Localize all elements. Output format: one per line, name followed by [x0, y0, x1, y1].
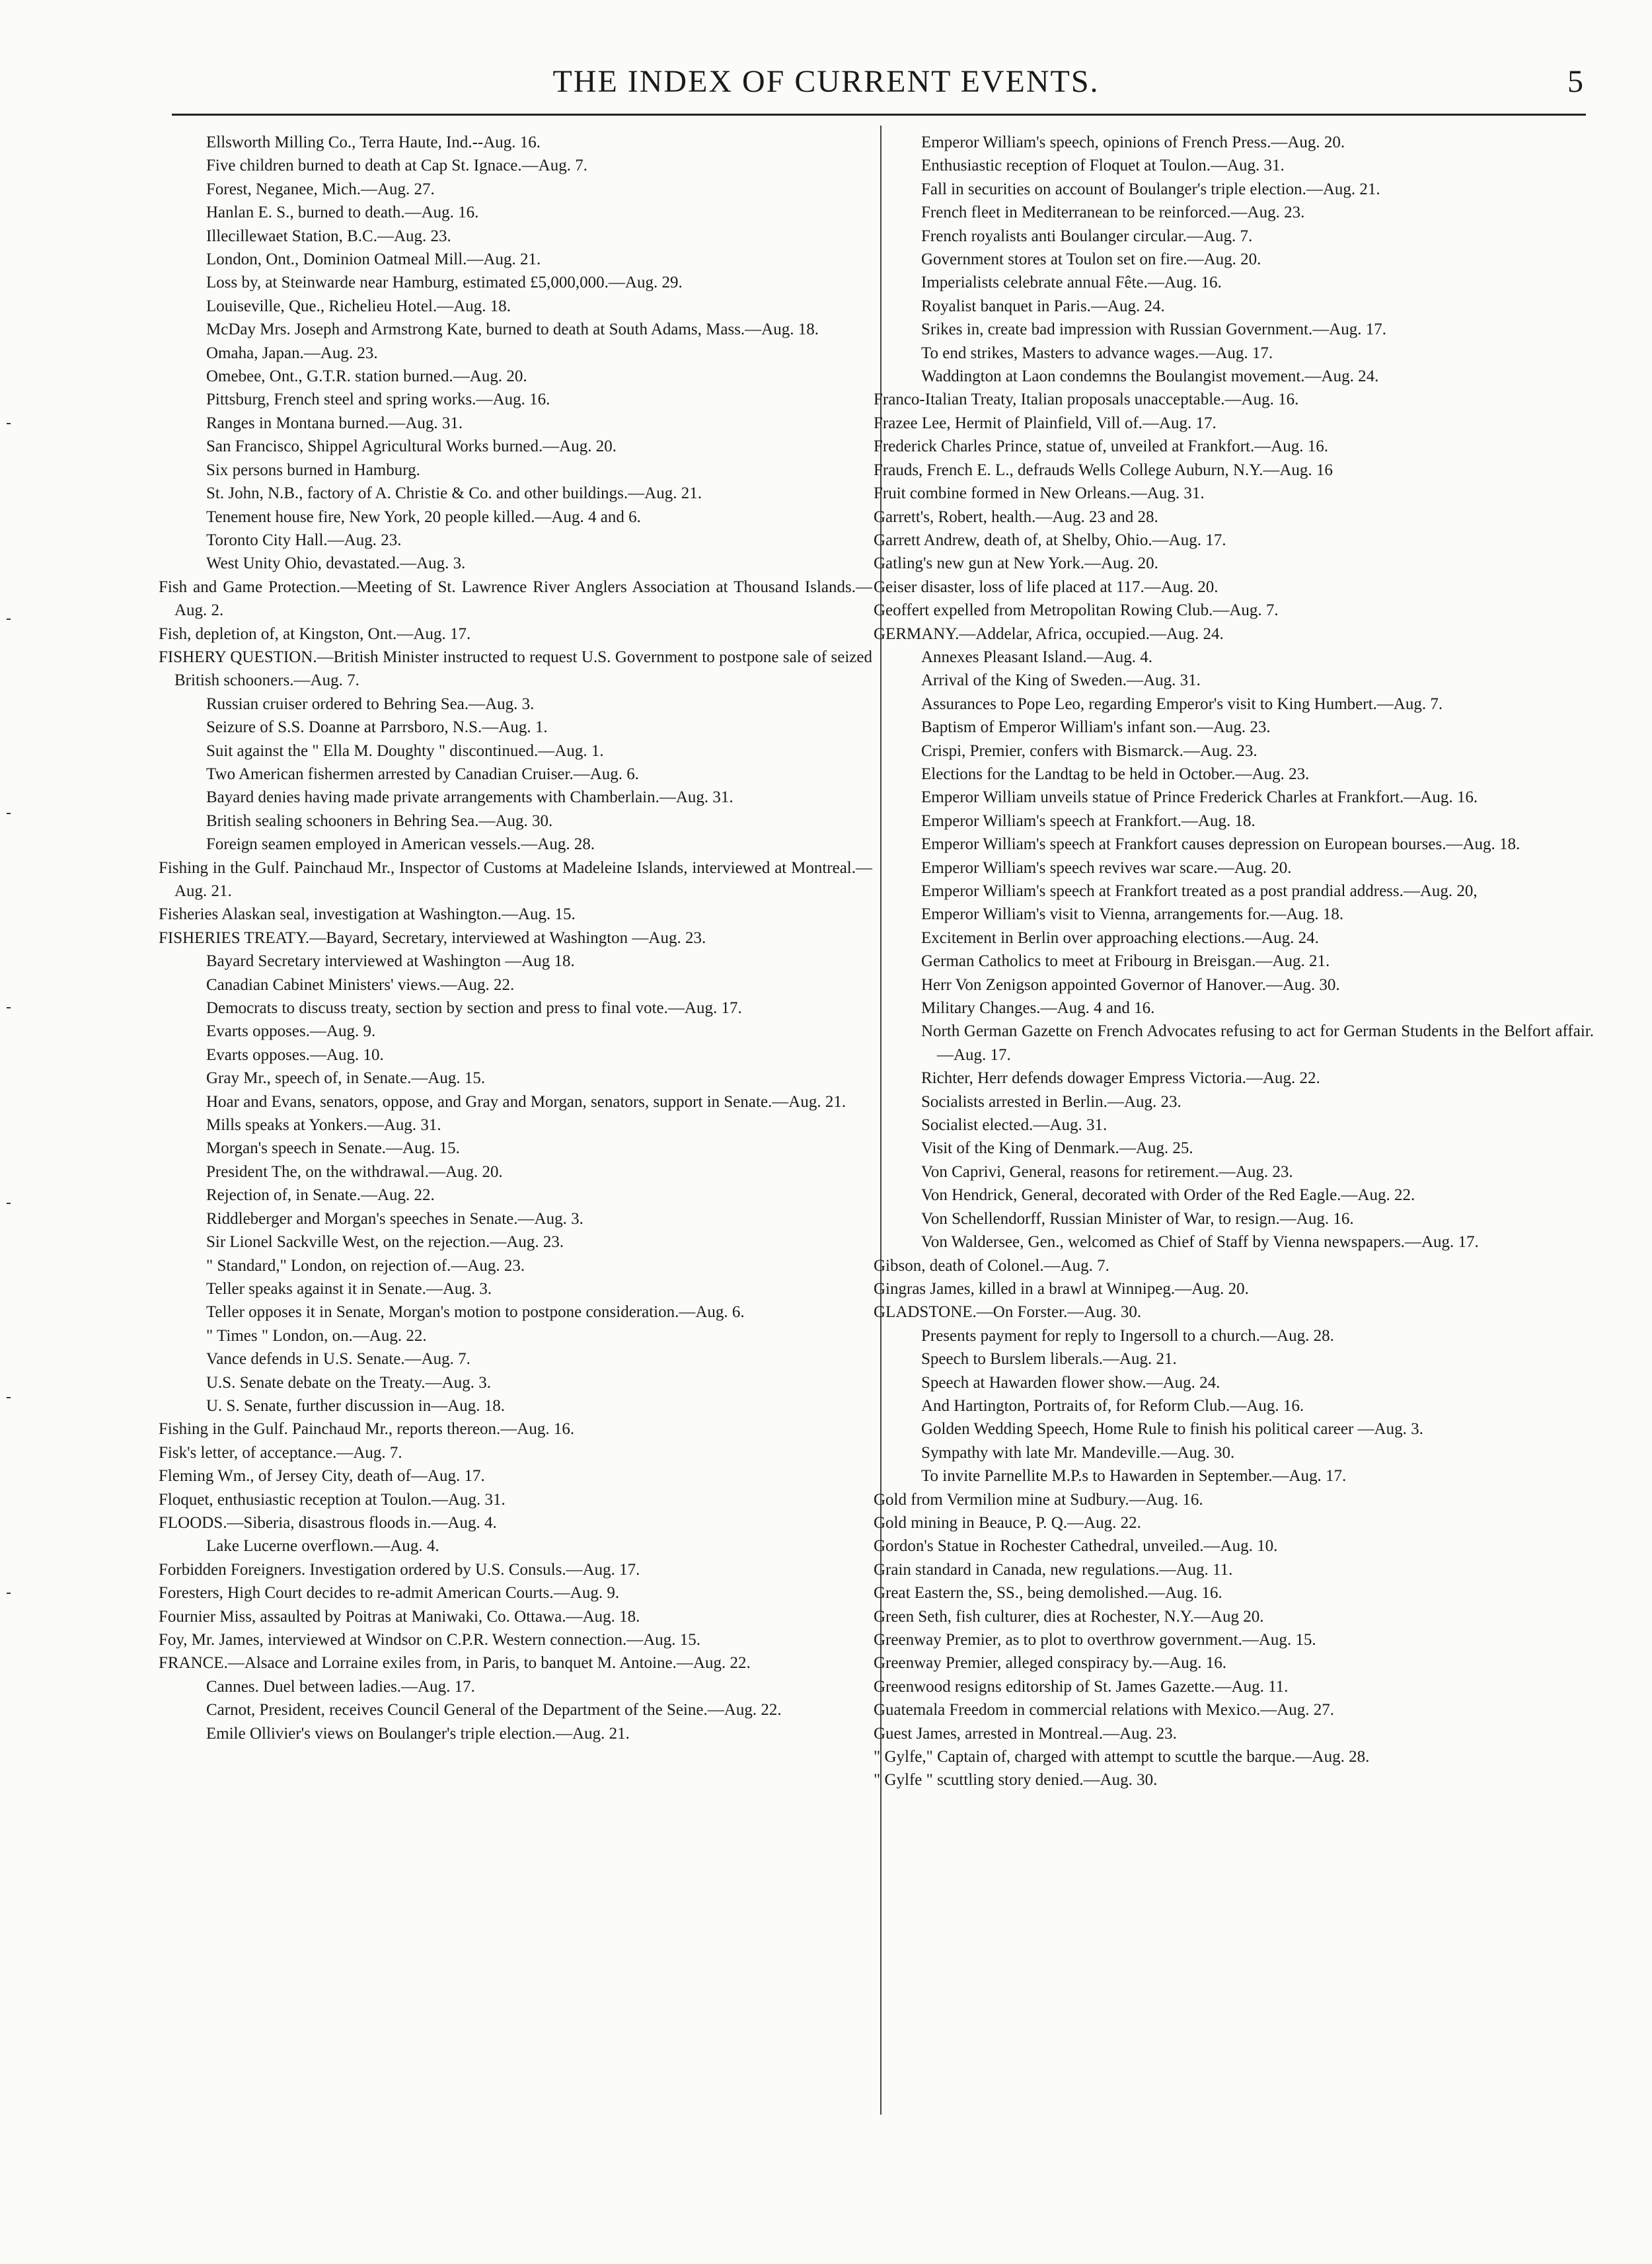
index-subentry: Hanlan E. S., burned to death.—Aug. 16. — [206, 204, 479, 222]
index-entry: FRANCE.—Alsace and Lorraine exiles from, in Paris, to banquet M. Antoine.—Aug. 22. — [159, 1654, 751, 1673]
index-entry: Guest James, arrested in Montreal.—Aug. 23. — [874, 1724, 1177, 1743]
index-entry: " Gylfe," Captain of, charged with attempt to scuttle the barque.—Aug. 28. — [874, 1748, 1370, 1766]
index-entry: Gibson, death of Colonel.—Aug. 7. — [874, 1256, 1109, 1275]
index-subentry: Ranges in Montana burned.—Aug. 31. — [206, 414, 463, 432]
index-subentry: Emperor William's visit to Vienna, arrangements for.—Aug. 18. — [921, 905, 1344, 924]
index-subentry: Vance defends in U.S. Senate.—Aug. 7. — [206, 1350, 470, 1369]
index-entry: Frazee Lee, Hermit of Plainfield, Vill of.—Aug. 17. — [874, 414, 1217, 432]
index-entry: Franco-Italian Treaty, Italian proposals unacceptable.—Aug. 16. — [874, 391, 1299, 409]
margin-mark — [7, 1397, 11, 1398]
index-subentry: German Catholics to meet at Fribourg in Breisgan.—Aug. 21. — [921, 952, 1330, 971]
index-entry: Greenwood resigns editorship of St. James Gazette.—Aug. 11. — [874, 1677, 1289, 1696]
index-subentry: Evarts opposes.—Aug. 9. — [206, 1022, 376, 1041]
index-subentry: French fleet in Mediterranean to be reinforced.—Aug. 23. — [921, 204, 1305, 222]
index-subentry: Emperor William's speech revives war scare.—Aug. 20. — [921, 858, 1292, 877]
index-subentry: Imperialists celebrate annual Fête.—Aug. 16. — [921, 274, 1222, 292]
index-subentry: Five children burned to death at Cap St. Ignace.—Aug. 7. — [206, 157, 587, 175]
index-entry: Fisheries Alaskan seal, investigation at Washington.—Aug. 15. — [159, 905, 576, 924]
index-subentry: Forest, Neganee, Mich.—Aug. 27. — [206, 180, 435, 198]
index-subentry: And Hartington, Portraits of, for Reform Club.—Aug. 16. — [921, 1396, 1304, 1415]
index-entry: Foresters, High Court decides to re-admit American Courts.—Aug. 9. — [159, 1584, 620, 1603]
index-subentry: Baptism of Emperor William's infant son.—Aug. 23. — [921, 718, 1271, 737]
index-subentry: French royalists anti Boulanger circular.—Aug. 7. — [921, 227, 1253, 245]
index-entry: Frederick Charles Prince, statue of, unveiled at Frankfort.—Aug. 16. — [874, 437, 1329, 456]
index-entry: Fournier Miss, assaulted by Poitras at Maniwaki, Co. Ottawa.—Aug. 18. — [159, 1607, 640, 1626]
index-subentry: Von Schellendorff, Russian Minister of War, to resign.—Aug. 16. — [921, 1209, 1354, 1228]
index-subentry: Von Caprivi, General, reasons for retirement.—Aug. 23. — [921, 1162, 1293, 1181]
index-subentry: Speech to Burslem liberals.—Aug. 21. — [921, 1350, 1177, 1369]
index-subentry: Richter, Herr defends dowager Empress Victoria.—Aug. 22. — [921, 1069, 1320, 1088]
index-entry: Fishing in the Gulf. Painchaud Mr., reports thereon.—Aug. 16. — [159, 1420, 575, 1439]
index-subentry: Military Changes.—Aug. 4 and 16. — [921, 999, 1155, 1018]
page-title: THE INDEX OF CURRENT EVENTS. — [552, 64, 1100, 99]
index-subentry: Elections for the Landtag to be held in October.—Aug. 23. — [921, 765, 1310, 783]
header-rule — [172, 114, 1586, 116]
index-subentry: North German Gazette on French Advocates refusing to act for German Students in the Belfort affair.—Aug. 17. — [921, 1022, 1594, 1064]
index-entry: FISHERIES TREATY.—Bayard, Secretary, interviewed at Washington —Aug. 23. — [159, 928, 706, 947]
index-subentry: Teller opposes it in Senate, Morgan's motion to postpone consideration.—Aug. 6. — [206, 1303, 745, 1322]
index-entry: FLOODS.—Siberia, disastrous floods in.—Aug. 4. — [159, 1513, 497, 1532]
index-entry: Guatemala Freedom in commercial relations with Mexico.—Aug. 27. — [874, 1701, 1335, 1719]
index-subentry: Excitement in Berlin over approaching elections.—Aug. 24. — [921, 928, 1319, 947]
index-subentry: Teller speaks against it in Senate.—Aug. 3. — [206, 1279, 492, 1298]
index-subentry: Presents payment for reply to Ingersoll to a church.—Aug. 28. — [921, 1326, 1334, 1345]
index-entry: Gingras James, killed in a brawl at Winnipeg.—Aug. 20. — [874, 1279, 1249, 1298]
index-subentry: To invite Parnellite M.P.s to Hawarden in September.—Aug. 17. — [921, 1467, 1347, 1486]
index-subentry: Russian cruiser ordered to Behring Sea.—Aug. 3. — [206, 695, 535, 713]
index-subentry: Emperor William's speech, opinions of French Press.—Aug. 20. — [921, 133, 1345, 151]
index-subentry: West Unity Ohio, devastated.—Aug. 3. — [206, 554, 466, 573]
index-subentry: Suit against the " Ella M. Doughty " discontinued.—Aug. 1. — [206, 741, 604, 760]
index-entry: Geiser disaster, loss of life placed at 117.—Aug. 20. — [874, 578, 1219, 596]
index-subentry: Golden Wedding Speech, Home Rule to finish his political career —Aug. 3. — [921, 1420, 1423, 1439]
page-number: 5 — [1567, 64, 1583, 99]
index-subentry: Lake Lucerne overflown.—Aug. 4. — [206, 1537, 439, 1556]
index-subentry: Mills speaks at Yonkers.—Aug. 31. — [206, 1116, 441, 1135]
index-entry: Grain standard in Canada, new regulations.—Aug. 11. — [874, 1560, 1233, 1579]
index-subentry: Speech at Hawarden flower show.—Aug. 24. — [921, 1373, 1220, 1392]
index-subentry: Von Waldersee, Gen., welcomed as Chief of Staff by Vienna newspapers.—Aug. 17. — [921, 1233, 1479, 1252]
index-subentry: Visit of the King of Denmark.—Aug. 25. — [921, 1139, 1193, 1158]
index-subentry: Emperor William unveils statue of Prince Frederick Charles at Frankfort.—Aug. 16. — [921, 788, 1478, 807]
index-subentry: Arrival of the King of Sweden.—Aug. 31. — [921, 671, 1201, 690]
index-entry: Greenway Premier, alleged conspiracy by.—Aug. 16. — [874, 1654, 1227, 1673]
index-subentry: Cannes. Duel between ladies.—Aug. 17. — [206, 1677, 475, 1696]
index-subentry: Bayard denies having made private arrangements with Chamberlain.—Aug. 31. — [206, 788, 733, 807]
index-subentry: U. S. Senate, further discussion in—Aug. 18. — [206, 1396, 506, 1415]
index-subentry: Assurances to Pope Leo, regarding Emperor's visit to King Humbert.—Aug. 7. — [921, 695, 1443, 713]
index-subentry: Herr Von Zenigson appointed Governor of Hanover.—Aug. 30. — [921, 975, 1340, 994]
index-entry: Geoffert expelled from Metropolitan Rowing Club.—Aug. 7. — [874, 601, 1279, 620]
index-entry: Gordon's Statue in Rochester Cathedral, unveiled.—Aug. 10. — [874, 1537, 1278, 1556]
index-subentry: Democrats to discuss treaty, section by section and press to final vote.—Aug. 17. — [206, 999, 742, 1018]
index-subentry: Fall in securities on account of Boulanger's triple election.—Aug. 21. — [921, 180, 1380, 198]
index-subentry: Socialists arrested in Berlin.—Aug. 23. — [921, 1092, 1182, 1111]
index-subentry: Omaha, Japan.—Aug. 23. — [206, 344, 378, 362]
index-entry: Frauds, French E. L., defrauds Wells College Auburn, N.Y.—Aug. 16 — [874, 461, 1333, 479]
index-entry: Great Eastern the, SS., being demolished.—Aug. 16. — [874, 1584, 1222, 1603]
index-subentry: " Standard," London, on rejection of.—Aug. 23. — [206, 1256, 525, 1275]
index-subentry: Von Hendrick, General, decorated with Order of the Red Eagle.—Aug. 22. — [921, 1186, 1415, 1205]
margin-mark — [7, 1593, 11, 1594]
index-subentry: Ellsworth Milling Co., Terra Haute, Ind.--Aug. 16. — [206, 133, 541, 151]
index-entry: Green Seth, fish culturer, dies at Rochester, N.Y.—Aug 20. — [874, 1607, 1264, 1626]
index-subentry: Rejection of, in Senate.—Aug. 22. — [206, 1186, 435, 1205]
index-subentry: Annexes Pleasant Island.—Aug. 4. — [921, 648, 1152, 666]
index-entry: Fishing in the Gulf. Painchaud Mr., Inspector of Customs at Madeleine Islands, interviewed at Montreal.—Aug. 21. — [159, 858, 872, 900]
index-subentry: Carnot, President, receives Council General of the Department of the Seine.—Aug. 22. — [206, 1701, 782, 1719]
index-entry: GLADSTONE.—On Forster.—Aug. 30. — [874, 1303, 1142, 1322]
index-entry: Gold mining in Beauce, P. Q.—Aug. 22. — [874, 1513, 1141, 1532]
index-subentry: British sealing schooners in Behring Sea.—Aug. 30. — [206, 811, 553, 830]
index-subentry: Evarts opposes.—Aug. 10. — [206, 1045, 384, 1064]
index-entry: Fish and Game Protection.—Meeting of St. Lawrence River Anglers Association at Thousand Islands.—Aug. 2. — [159, 578, 872, 620]
index-subentry: President The, on the withdrawal.—Aug. 20. — [206, 1162, 503, 1181]
index-entry: Garrett's, Robert, health.—Aug. 23 and 28. — [874, 508, 1158, 526]
index-subentry: Sympathy with late Mr. Mandeville.—Aug. 30. — [921, 1443, 1235, 1462]
index-subentry: Srikes in, create bad impression with Russian Government.—Aug. 17. — [921, 321, 1387, 339]
index-subentry: Emperor William's speech at Frankfort.—Aug. 18. — [921, 811, 1256, 830]
index-entry: Fruit combine formed in New Orleans.—Aug. 31. — [874, 484, 1205, 503]
index-entry: " Gylfe " scuttling story denied.—Aug. 30. — [874, 1771, 1158, 1790]
index-entry: FISHERY QUESTION.—British Minister instructed to request U.S. Government to postpone sale of seized British schooners.—Aug. 7. — [159, 648, 872, 690]
left-column — [159, 131, 872, 1745]
index-entry: Fisk's letter, of acceptance.—Aug. 7. — [159, 1443, 402, 1462]
index-subentry: St. John, N.B., factory of A. Christie & Co. and other buildings.—Aug. 21. — [206, 484, 702, 503]
index-entry: Garrett Andrew, death of, at Shelby, Ohio.—Aug. 17. — [874, 531, 1226, 549]
index-entry: Gold from Vermilion mine at Sudbury.—Aug. 16. — [874, 1490, 1203, 1509]
index-subentry: Emile Ollivier's views on Boulanger's triple election.—Aug. 21. — [206, 1724, 630, 1743]
index-subentry: U.S. Senate debate on the Treaty.—Aug. 3. — [206, 1373, 491, 1392]
index-subentry: Gray Mr., speech of, in Senate.—Aug. 15. — [206, 1069, 486, 1088]
index-subentry: Canadian Cabinet Ministers' views.—Aug. 22. — [206, 975, 515, 994]
index-subentry: Emperor William's speech at Frankfort causes depression on European bourses.—Aug. 18. — [921, 835, 1521, 854]
index-subentry: Enthusiastic reception of Floquet at Toulon.—Aug. 31. — [921, 157, 1285, 175]
index-entry: Foy, Mr. James, interviewed at Windsor on C.P.R. Western connection.—Aug. 15. — [159, 1631, 701, 1649]
index-subentry: Loss by, at Steinwarde near Hamburg, estimated £5,000,000.—Aug. 29. — [206, 274, 683, 292]
index-subentry: Morgan's speech in Senate.—Aug. 15. — [206, 1139, 460, 1158]
index-subentry: Riddleberger and Morgan's speeches in Senate.—Aug. 3. — [206, 1209, 583, 1228]
index-subentry: San Francisco, Shippel Agricultural Works burned.—Aug. 20. — [206, 437, 617, 456]
index-subentry: McDay Mrs. Joseph and Armstrong Kate, burned to death at South Adams, Mass.—Aug. 18. — [206, 321, 819, 339]
index-subentry: Omebee, Ont., G.T.R. station burned.—Aug. 20. — [206, 367, 527, 386]
index-subentry: Sir Lionel Sackville West, on the rejection.—Aug. 23. — [206, 1233, 564, 1252]
index-entry: Floquet, enthusiastic reception at Toulon.—Aug. 31. — [159, 1490, 506, 1509]
index-subentry: Hoar and Evans, senators, oppose, and Gray and Morgan, senators, support in Senate.—Aug. 21. — [206, 1092, 846, 1111]
index-subentry: Crispi, Premier, confers with Bismarck.—Aug. 23. — [921, 741, 1258, 760]
index-subentry: Waddington at Laon condemns the Boulangist movement.—Aug. 24. — [921, 367, 1379, 386]
margin-mark — [7, 423, 11, 424]
index-entry: Fleming Wm., of Jersey City, death of—Aug. 17. — [159, 1467, 485, 1486]
index-subentry: Foreign seamen employed in American vessels.—Aug. 28. — [206, 835, 595, 854]
index-subentry: Socialist elected.—Aug. 31. — [921, 1116, 1108, 1135]
index-subentry: Government stores at Toulon set on fire.—Aug. 20. — [921, 250, 1261, 269]
index-subentry: London, Ont., Dominion Oatmeal Mill.—Aug. 21. — [206, 250, 541, 269]
index-subentry: Bayard Secretary interviewed at Washington —Aug 18. — [206, 952, 575, 971]
index-entry: GERMANY.—Addelar, Africa, occupied.—Aug. 24. — [874, 624, 1224, 643]
index-subentry: Tenement house fire, New York, 20 people killed.—Aug. 4 and 6. — [206, 508, 641, 526]
index-subentry: Two American fishermen arrested by Canadian Cruiser.—Aug. 6. — [206, 765, 640, 783]
index-entry: Gatling's new gun at New York.—Aug. 20. — [874, 554, 1158, 573]
index-subentry: Six persons burned in Hamburg. — [206, 461, 420, 479]
right-column — [874, 131, 1594, 1792]
margin-mark — [7, 619, 11, 620]
index-subentry: Royalist banquet in Paris.—Aug. 24. — [921, 297, 1165, 315]
margin-mark — [7, 1007, 11, 1008]
margin-mark — [7, 813, 11, 814]
index-subentry: Toronto City Hall.—Aug. 23. — [206, 531, 402, 549]
index-subentry: Seizure of S.S. Doanne at Parrsboro, N.S.—Aug. 1. — [206, 718, 548, 737]
margin-mark — [7, 1203, 11, 1204]
index-subentry: To end strikes, Masters to advance wages.—Aug. 17. — [921, 344, 1273, 362]
index-subentry: Louiseville, Que., Richelieu Hotel.—Aug. 18. — [206, 297, 511, 315]
index-entry: Greenway Premier, as to plot to overthrow government.—Aug. 15. — [874, 1631, 1316, 1649]
index-subentry: Illecillewaet Station, B.C.—Aug. 23. — [206, 227, 451, 245]
index-entry: Fish, depletion of, at Kingston, Ont.—Aug. 17. — [159, 624, 471, 643]
index-subentry: " Times " London, on.—Aug. 22. — [206, 1326, 427, 1345]
index-entry: Forbidden Foreigners. Investigation ordered by U.S. Consuls.—Aug. 17. — [159, 1560, 640, 1579]
index-subentry: Emperor William's speech at Frankfort treated as a post prandial address.—Aug. 20, — [921, 882, 1478, 900]
index-subentry: Pittsburg, French steel and spring works.—Aug. 16. — [206, 391, 550, 409]
